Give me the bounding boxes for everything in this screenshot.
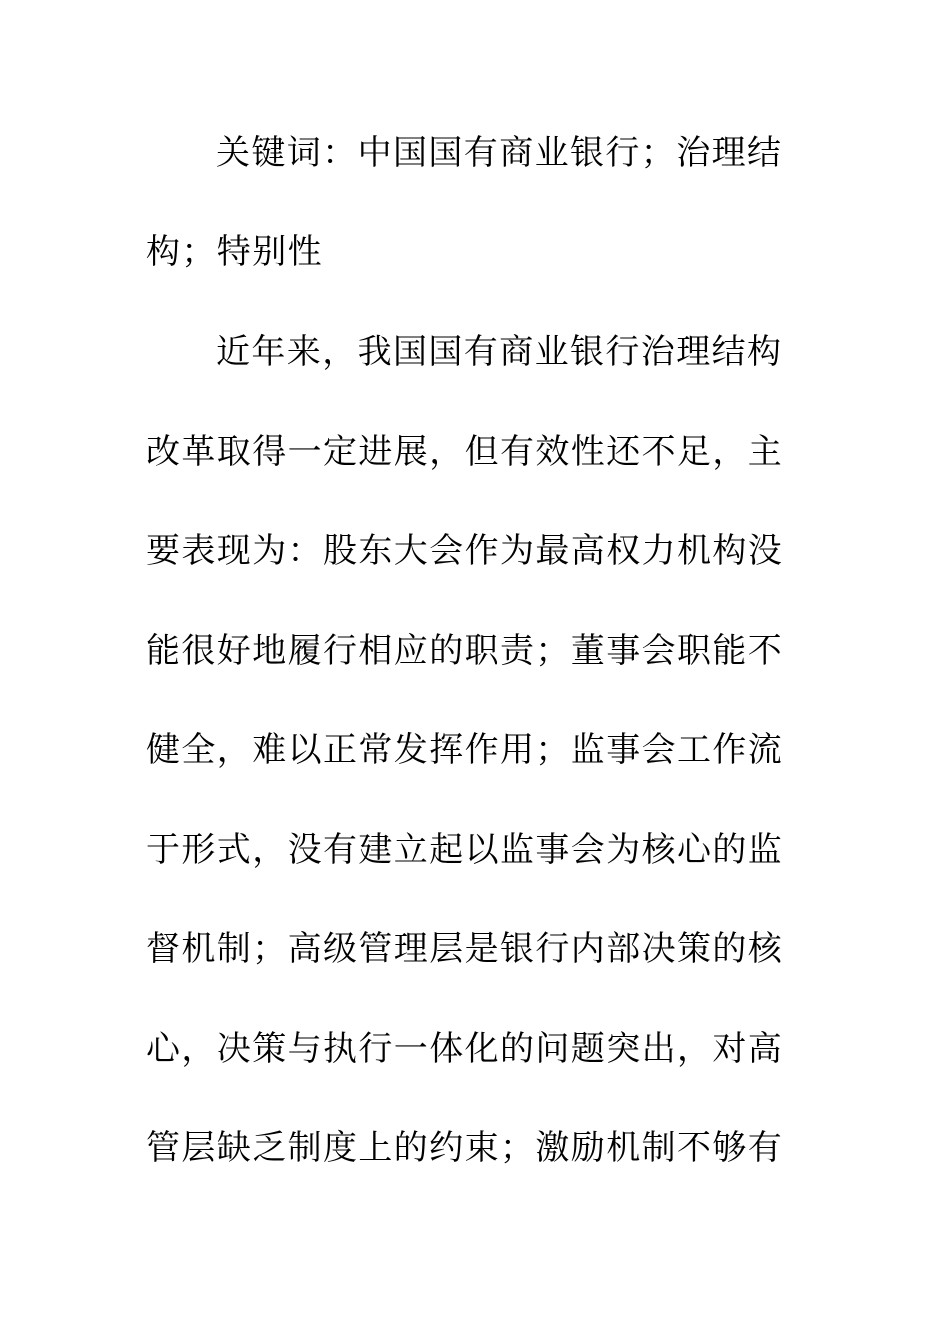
paragraph-line-1: 近年来，我国国有商业银行治理结构 [216, 332, 783, 372]
keywords-line-1: 关键词：中国国有商业银行；治理结 [216, 133, 783, 173]
keywords-line-2: 构；特别性 [146, 232, 323, 272]
paragraph-line-2: 改革取得一定进展，但有效性还不足，主 [146, 432, 784, 472]
paragraph-line-4: 能很好地履行相应的职责；董事会职能不 [146, 631, 784, 671]
paragraph-line-7: 督机制；高级管理层是银行内部决策的核 [146, 929, 784, 969]
paragraph-line-5: 健全，难以正常发挥作用；监事会工作流 [146, 730, 784, 770]
paragraph-line-3: 要表现为：股东大会作为最高权力机构没 [146, 531, 784, 571]
paragraph-line-9: 管层缺乏制度上的约束；激励机制不够有 [146, 1128, 784, 1168]
paragraph-line-8: 心，决策与执行一体化的问题突出，对高 [146, 1029, 784, 1069]
paragraph-line-6: 于形式，没有建立起以监事会为核心的监 [146, 830, 784, 870]
